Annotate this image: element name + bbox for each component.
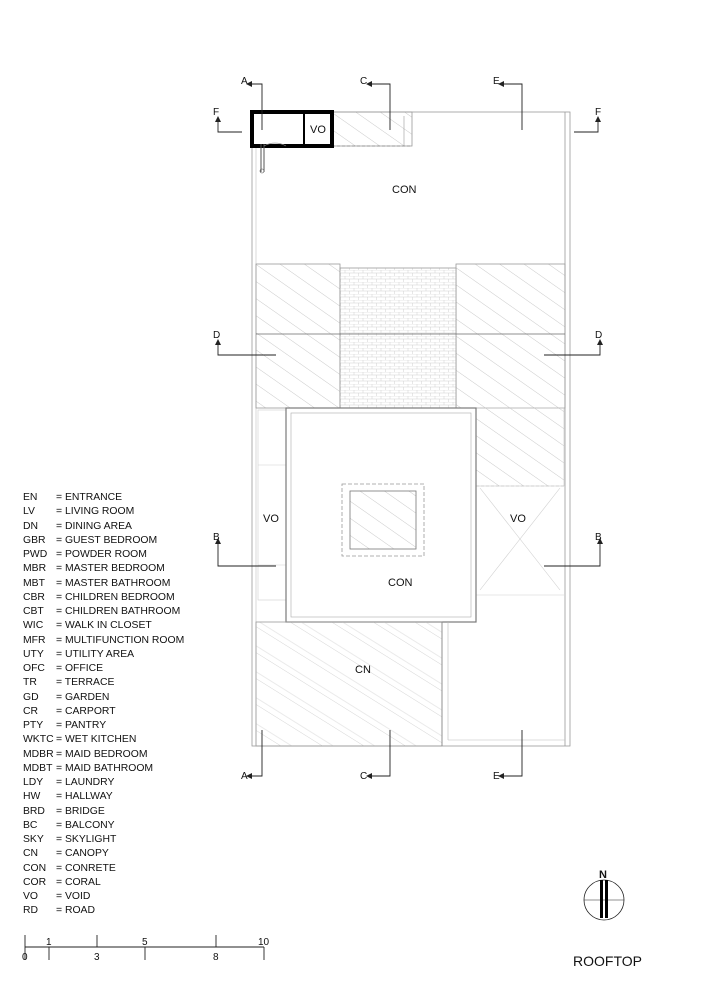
legend-desc: = CHILDREN BEDROOM bbox=[56, 591, 175, 603]
legend-code: GD bbox=[23, 691, 39, 703]
section-b-left: B bbox=[213, 532, 220, 543]
legend-desc: = UTILITY AREA bbox=[56, 648, 135, 660]
section-e-bottom: E bbox=[493, 771, 500, 782]
legend-code: BRD bbox=[23, 805, 45, 817]
legend-row bbox=[23, 705, 184, 719]
legend-row bbox=[23, 733, 184, 747]
room-label-con-top: CON bbox=[392, 184, 417, 196]
legend-row bbox=[23, 491, 184, 505]
middle-band bbox=[256, 264, 565, 408]
north-arrow-icon bbox=[584, 880, 624, 920]
legend-code: DN bbox=[23, 520, 39, 532]
legend-code: EN bbox=[23, 492, 38, 503]
legend-code: SKY bbox=[23, 834, 44, 845]
legend-desc: = WET KITCHEN bbox=[56, 734, 137, 746]
legend-code: RD bbox=[23, 905, 39, 917]
section-d-right: D bbox=[595, 330, 603, 341]
section-b-right: B bbox=[595, 532, 602, 543]
section-e-top: E bbox=[493, 76, 500, 87]
legend-code: LV bbox=[23, 506, 35, 518]
section-d-left: D bbox=[213, 330, 221, 341]
scale-label-10: 10 bbox=[258, 937, 270, 948]
legend-code: WKTC bbox=[23, 734, 54, 746]
legend-code: CBT bbox=[23, 606, 44, 617]
legend-row bbox=[23, 648, 184, 662]
legend-code: HW bbox=[23, 791, 41, 803]
legend-desc: = BRIDGE bbox=[56, 805, 105, 817]
legend-row bbox=[23, 534, 184, 548]
legend-desc: = ENTRANCE bbox=[56, 492, 123, 503]
room-label-con-center: CON bbox=[388, 577, 413, 589]
scale-label-8: 8 bbox=[213, 952, 219, 963]
legend-desc: = LAUNDRY bbox=[56, 777, 115, 788]
legend-desc: = CARPORT bbox=[56, 705, 116, 717]
legend-row bbox=[23, 805, 184, 819]
legend-code: MBT bbox=[23, 577, 45, 589]
legend-row bbox=[23, 748, 184, 762]
legend-code: UTY bbox=[23, 648, 44, 660]
legend-row bbox=[23, 890, 184, 904]
legend-desc: = DINING AREA bbox=[56, 520, 132, 532]
legend-row bbox=[23, 862, 184, 876]
legend-code: MBR bbox=[23, 563, 47, 575]
drawing-title: ROOFTOP bbox=[573, 953, 642, 969]
legend-code: TR bbox=[23, 677, 37, 689]
legend-desc: = BALCONY bbox=[56, 819, 115, 831]
legend-code: PWD bbox=[23, 549, 48, 560]
legend-desc: = GUEST BEDROOM bbox=[56, 534, 158, 546]
legend-code: MFR bbox=[23, 634, 46, 646]
legend-code: WIC bbox=[23, 620, 44, 632]
legend-code: COR bbox=[23, 876, 47, 888]
legend-desc: = PANTRY bbox=[56, 720, 107, 731]
scale-label-1: 1 bbox=[46, 937, 52, 948]
scale-label-0: 0 bbox=[22, 952, 28, 963]
legend-desc: = CANOPY bbox=[56, 848, 109, 860]
room-label-vo-small: VO bbox=[310, 124, 326, 136]
legend-desc: = SKYLIGHT bbox=[56, 834, 117, 845]
legend-desc: = MAID BEDROOM bbox=[56, 748, 148, 760]
legend-code: MDBT bbox=[23, 762, 53, 774]
legend-row bbox=[23, 776, 184, 790]
legend-row bbox=[23, 691, 184, 705]
legend-code: CBR bbox=[23, 591, 45, 603]
legend-desc: = MULTIFUNCTION ROOM bbox=[56, 634, 185, 646]
legend-desc: = WALK IN CLOSET bbox=[56, 620, 152, 632]
legend-code: OFC bbox=[23, 663, 45, 674]
legend-row bbox=[23, 520, 184, 534]
legend-row bbox=[23, 790, 184, 804]
legend-desc: = ROAD bbox=[56, 905, 95, 917]
section-f-left: F bbox=[213, 107, 220, 118]
legend-desc: = POWDER ROOM bbox=[56, 549, 147, 560]
legend-row bbox=[23, 577, 184, 591]
legend-row bbox=[23, 605, 184, 619]
north-label: N bbox=[599, 869, 607, 881]
legend-row bbox=[23, 762, 184, 776]
scale-label-3: 3 bbox=[94, 952, 100, 963]
section-c-bottom: C bbox=[360, 771, 368, 782]
legend-row bbox=[23, 676, 184, 690]
left-void bbox=[258, 410, 286, 600]
legend-row bbox=[23, 548, 184, 562]
legend-desc: = CORAL bbox=[56, 876, 101, 888]
legend-code: PTY bbox=[23, 720, 44, 731]
legend-row bbox=[23, 619, 184, 633]
legend-row bbox=[23, 833, 184, 847]
legend-row bbox=[23, 562, 184, 576]
legend-desc: = MAID BATHROOM bbox=[56, 762, 154, 774]
central-slab bbox=[286, 408, 476, 622]
legend-desc: = MASTER BATHROOM bbox=[56, 577, 171, 589]
section-f-right: F bbox=[595, 107, 602, 118]
section-a-bottom: A bbox=[241, 771, 248, 782]
stair-core bbox=[252, 112, 332, 173]
legend-desc: = HALLWAY bbox=[56, 791, 113, 803]
legend-code: CON bbox=[23, 862, 47, 874]
legend-code: LDY bbox=[23, 777, 44, 788]
legend-code: GBR bbox=[23, 534, 46, 546]
legend-code: MDBR bbox=[23, 748, 54, 760]
legend-row bbox=[23, 876, 184, 890]
section-a-top: A bbox=[241, 76, 248, 87]
legend-code: CN bbox=[23, 848, 39, 860]
legend-row bbox=[23, 591, 184, 605]
scale-label-5: 5 bbox=[142, 937, 148, 948]
legend-row bbox=[23, 847, 184, 861]
legend-desc: = MASTER BEDROOM bbox=[56, 563, 165, 575]
legend bbox=[23, 491, 184, 919]
canopy bbox=[256, 622, 565, 746]
legend-row bbox=[23, 662, 184, 676]
legend-desc: = LIVING ROOM bbox=[56, 506, 135, 518]
legend-row bbox=[23, 505, 184, 519]
legend-desc: = CONRETE bbox=[56, 862, 116, 874]
legend-code: CR bbox=[23, 705, 39, 717]
legend-desc: = GARDEN bbox=[56, 691, 110, 703]
top-strip bbox=[332, 112, 412, 146]
legend-desc: = CHILDREN BATHROOM bbox=[56, 606, 181, 617]
legend-desc: = OFFICE bbox=[56, 663, 104, 674]
legend-desc: = VOID bbox=[56, 891, 91, 902]
section-c-top: C bbox=[360, 76, 368, 87]
room-label-vo-right: VO bbox=[510, 513, 526, 525]
legend-code: BC bbox=[23, 819, 38, 831]
right-void bbox=[476, 408, 564, 595]
legend-row bbox=[23, 904, 184, 918]
room-label-vo-left: VO bbox=[263, 513, 279, 525]
legend-row bbox=[23, 819, 184, 833]
legend-row bbox=[23, 634, 184, 648]
legend-desc: = TERRACE bbox=[56, 677, 115, 689]
legend-code: VO bbox=[23, 891, 39, 902]
legend-row bbox=[23, 719, 184, 733]
room-label-cn: CN bbox=[355, 664, 371, 676]
